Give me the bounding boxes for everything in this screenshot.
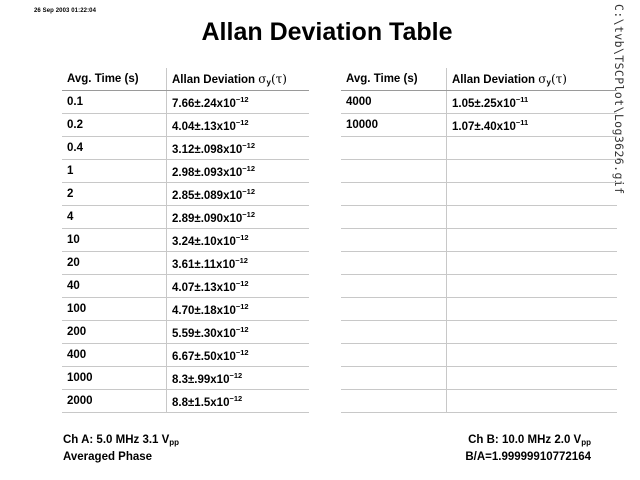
avg-time-cell: 2000 bbox=[62, 390, 167, 413]
allan-deviation-exponent: −12 bbox=[235, 347, 249, 357]
table-row bbox=[62, 367, 309, 390]
avg-time-cell bbox=[341, 252, 447, 275]
header-avg-time: Avg. Time (s) bbox=[62, 68, 167, 91]
allan-deviation-exponent: −12 bbox=[242, 163, 255, 173]
allan-deviation-table-left bbox=[62, 68, 309, 413]
allan-deviation-cell bbox=[447, 344, 618, 367]
avg-time-cell bbox=[341, 275, 447, 298]
allan-deviation-cell bbox=[167, 252, 310, 275]
table-row bbox=[62, 321, 309, 344]
avg-time-cell: 10000 bbox=[341, 114, 447, 137]
allan-deviation-value: 4.07±.13x10 bbox=[172, 281, 236, 294]
avg-time-cell bbox=[341, 390, 447, 413]
table-row bbox=[341, 206, 617, 229]
allan-deviation-exponent: −11 bbox=[515, 94, 529, 104]
table-row bbox=[62, 252, 309, 275]
allan-deviation-exponent: −11 bbox=[515, 117, 529, 127]
allan-deviation-exponent: −12 bbox=[235, 278, 249, 288]
left-table-body bbox=[62, 91, 309, 413]
table-row bbox=[341, 137, 617, 160]
header-adev-prefix: Allan Deviation bbox=[452, 73, 539, 86]
table-row bbox=[341, 298, 617, 321]
avg-time-cell bbox=[341, 321, 447, 344]
allan-deviation-cell bbox=[447, 114, 618, 137]
file-path-label: C:\tvb\TSCPlot\Log3626.gif bbox=[612, 4, 626, 195]
table-row bbox=[62, 206, 309, 229]
allan-deviation-value: 8.3±.99x10 bbox=[172, 373, 230, 386]
allan-deviation-cell bbox=[167, 367, 310, 390]
allan-deviation-cell bbox=[167, 160, 310, 183]
channel-b-vpp-subscript: pp bbox=[581, 438, 591, 447]
table-row bbox=[62, 183, 309, 206]
avg-time-cell: 2 bbox=[62, 183, 167, 206]
allan-deviation-table-right bbox=[341, 68, 617, 413]
avg-time-cell bbox=[341, 298, 447, 321]
table-row bbox=[341, 367, 617, 390]
avg-time-cell bbox=[341, 160, 447, 183]
channel-b-spec-text: Ch B: 10.0 MHz 2.0 V bbox=[468, 434, 582, 446]
allan-deviation-cell bbox=[167, 91, 310, 114]
avg-time-cell: 400 bbox=[62, 344, 167, 367]
avg-time-cell bbox=[341, 206, 447, 229]
right-table-body bbox=[341, 91, 617, 413]
table-row bbox=[341, 114, 617, 137]
header-allan-deviation bbox=[447, 68, 618, 91]
sigma-symbol: σ bbox=[258, 71, 267, 86]
allan-deviation-cell bbox=[447, 321, 618, 344]
table-header-row bbox=[62, 68, 309, 91]
header-allan-deviation bbox=[167, 68, 310, 91]
allan-deviation-cell bbox=[167, 183, 310, 206]
allan-deviation-value: 2.85±.089x10 bbox=[172, 189, 243, 202]
avg-time-cell bbox=[341, 229, 447, 252]
tau-argument: (τ) bbox=[270, 71, 287, 86]
allan-deviation-cell bbox=[447, 91, 618, 114]
avg-time-cell: 200 bbox=[62, 321, 167, 344]
avg-time-cell bbox=[341, 183, 447, 206]
avg-time-cell bbox=[341, 367, 447, 390]
table-row bbox=[341, 160, 617, 183]
allan-deviation-value: 3.61±.11x10 bbox=[172, 258, 236, 271]
header-adev-prefix: Allan Deviation bbox=[172, 73, 259, 86]
avg-time-cell bbox=[341, 137, 447, 160]
allan-deviation-value: 3.12±.098x10 bbox=[172, 143, 243, 156]
allan-deviation-value: 2.98±.093x10 bbox=[172, 166, 243, 179]
table-row bbox=[341, 275, 617, 298]
channel-a-vpp-subscript: pp bbox=[169, 438, 180, 447]
table-row bbox=[341, 390, 617, 413]
avg-time-cell: 4 bbox=[62, 206, 167, 229]
table-row bbox=[341, 321, 617, 344]
table-row bbox=[341, 344, 617, 367]
sigma-subscript: y bbox=[266, 77, 271, 87]
allan-deviation-cell bbox=[167, 321, 310, 344]
allan-deviation-exponent: −12 bbox=[242, 140, 255, 150]
allan-deviation-cell bbox=[447, 252, 618, 275]
allan-deviation-cell bbox=[167, 390, 310, 413]
avg-time-cell: 100 bbox=[62, 298, 167, 321]
header-avg-time: Avg. Time (s) bbox=[341, 68, 447, 91]
table-row bbox=[62, 160, 309, 183]
table-row bbox=[62, 91, 309, 114]
allan-deviation-cell bbox=[447, 275, 618, 298]
timestamp: 26 Sep 2003 01:22:04 bbox=[34, 8, 97, 14]
allan-deviation-cell bbox=[447, 206, 618, 229]
allan-deviation-exponent: −12 bbox=[235, 301, 249, 311]
allan-deviation-value: 4.04±.13x10 bbox=[172, 120, 236, 133]
table-row bbox=[341, 91, 617, 114]
table-header-row bbox=[341, 68, 617, 91]
allan-deviation-cell bbox=[167, 298, 310, 321]
tau-argument: (τ) bbox=[550, 71, 567, 86]
allan-deviation-cell bbox=[167, 344, 310, 367]
channel-b-spec bbox=[465, 433, 591, 450]
channel-a-spec-text: Ch A: 5.0 MHz 3.1 V bbox=[63, 434, 170, 446]
allan-deviation-cell bbox=[447, 367, 618, 390]
allan-deviation-value: 6.67±.50x10 bbox=[172, 350, 236, 363]
allan-deviation-value: 8.8±1.5x10 bbox=[172, 396, 230, 409]
allan-deviation-exponent: −12 bbox=[235, 94, 249, 104]
channel-a-mode: Averaged Phase bbox=[63, 451, 153, 463]
table-row bbox=[62, 137, 309, 160]
allan-deviation-cell bbox=[447, 137, 618, 160]
allan-deviation-value: 5.59±.30x10 bbox=[172, 327, 236, 340]
allan-deviation-value: 2.89±.090x10 bbox=[172, 212, 243, 225]
allan-deviation-value: 7.66±.24x10 bbox=[172, 97, 236, 110]
channel-a-info bbox=[63, 433, 179, 464]
avg-time-cell bbox=[341, 344, 447, 367]
allan-deviation-cell bbox=[167, 229, 310, 252]
allan-deviation-exponent: −12 bbox=[242, 209, 255, 219]
allan-deviation-exponent: −12 bbox=[235, 255, 248, 265]
avg-time-cell: 4000 bbox=[341, 91, 447, 114]
table-row bbox=[341, 252, 617, 275]
allan-deviation-value: 3.24±.10x10 bbox=[172, 235, 236, 248]
table-row bbox=[62, 390, 309, 413]
allan-deviation-cell bbox=[447, 298, 618, 321]
allan-deviation-cell bbox=[167, 114, 310, 137]
table-row bbox=[341, 183, 617, 206]
avg-time-cell: 10 bbox=[62, 229, 167, 252]
avg-time-cell: 0.4 bbox=[62, 137, 167, 160]
allan-deviation-cell bbox=[447, 390, 618, 413]
allan-deviation-value: 1.07±.40x10 bbox=[452, 120, 516, 133]
allan-deviation-exponent: −12 bbox=[242, 186, 255, 196]
allan-deviation-exponent: −12 bbox=[229, 370, 243, 380]
table-row bbox=[62, 275, 309, 298]
allan-deviation-exponent: −12 bbox=[235, 324, 249, 334]
allan-deviation-cell bbox=[167, 137, 310, 160]
allan-deviation-cell bbox=[167, 206, 310, 229]
allan-deviation-value: 1.05±.25x10 bbox=[452, 97, 516, 110]
table-row bbox=[62, 114, 309, 137]
allan-deviation-cell bbox=[447, 183, 618, 206]
allan-deviation-cell bbox=[447, 160, 618, 183]
allan-deviation-value: 4.70±.18x10 bbox=[172, 304, 236, 317]
avg-time-cell: 0.1 bbox=[62, 91, 167, 114]
channel-b-info bbox=[465, 433, 591, 464]
allan-deviation-cell bbox=[167, 275, 310, 298]
allan-deviation-cell bbox=[447, 229, 618, 252]
avg-time-cell: 20 bbox=[62, 252, 167, 275]
table-row bbox=[62, 344, 309, 367]
avg-time-cell: 1000 bbox=[62, 367, 167, 390]
allan-deviation-exponent: −12 bbox=[235, 117, 249, 127]
table-row bbox=[341, 229, 617, 252]
avg-time-cell: 1 bbox=[62, 160, 167, 183]
allan-deviation-exponent: −12 bbox=[235, 232, 249, 242]
sigma-symbol: σ bbox=[538, 71, 547, 86]
table-row bbox=[62, 298, 309, 321]
avg-time-cell: 0.2 bbox=[62, 114, 167, 137]
table-row bbox=[62, 229, 309, 252]
avg-time-cell: 40 bbox=[62, 275, 167, 298]
channel-a-spec bbox=[63, 433, 179, 450]
page-title: Allan Deviation Table bbox=[201, 18, 453, 46]
frequency-ratio: B/A=1.99999910772164 bbox=[465, 451, 591, 463]
sigma-subscript: y bbox=[546, 77, 551, 87]
allan-deviation-exponent: −12 bbox=[229, 393, 243, 403]
